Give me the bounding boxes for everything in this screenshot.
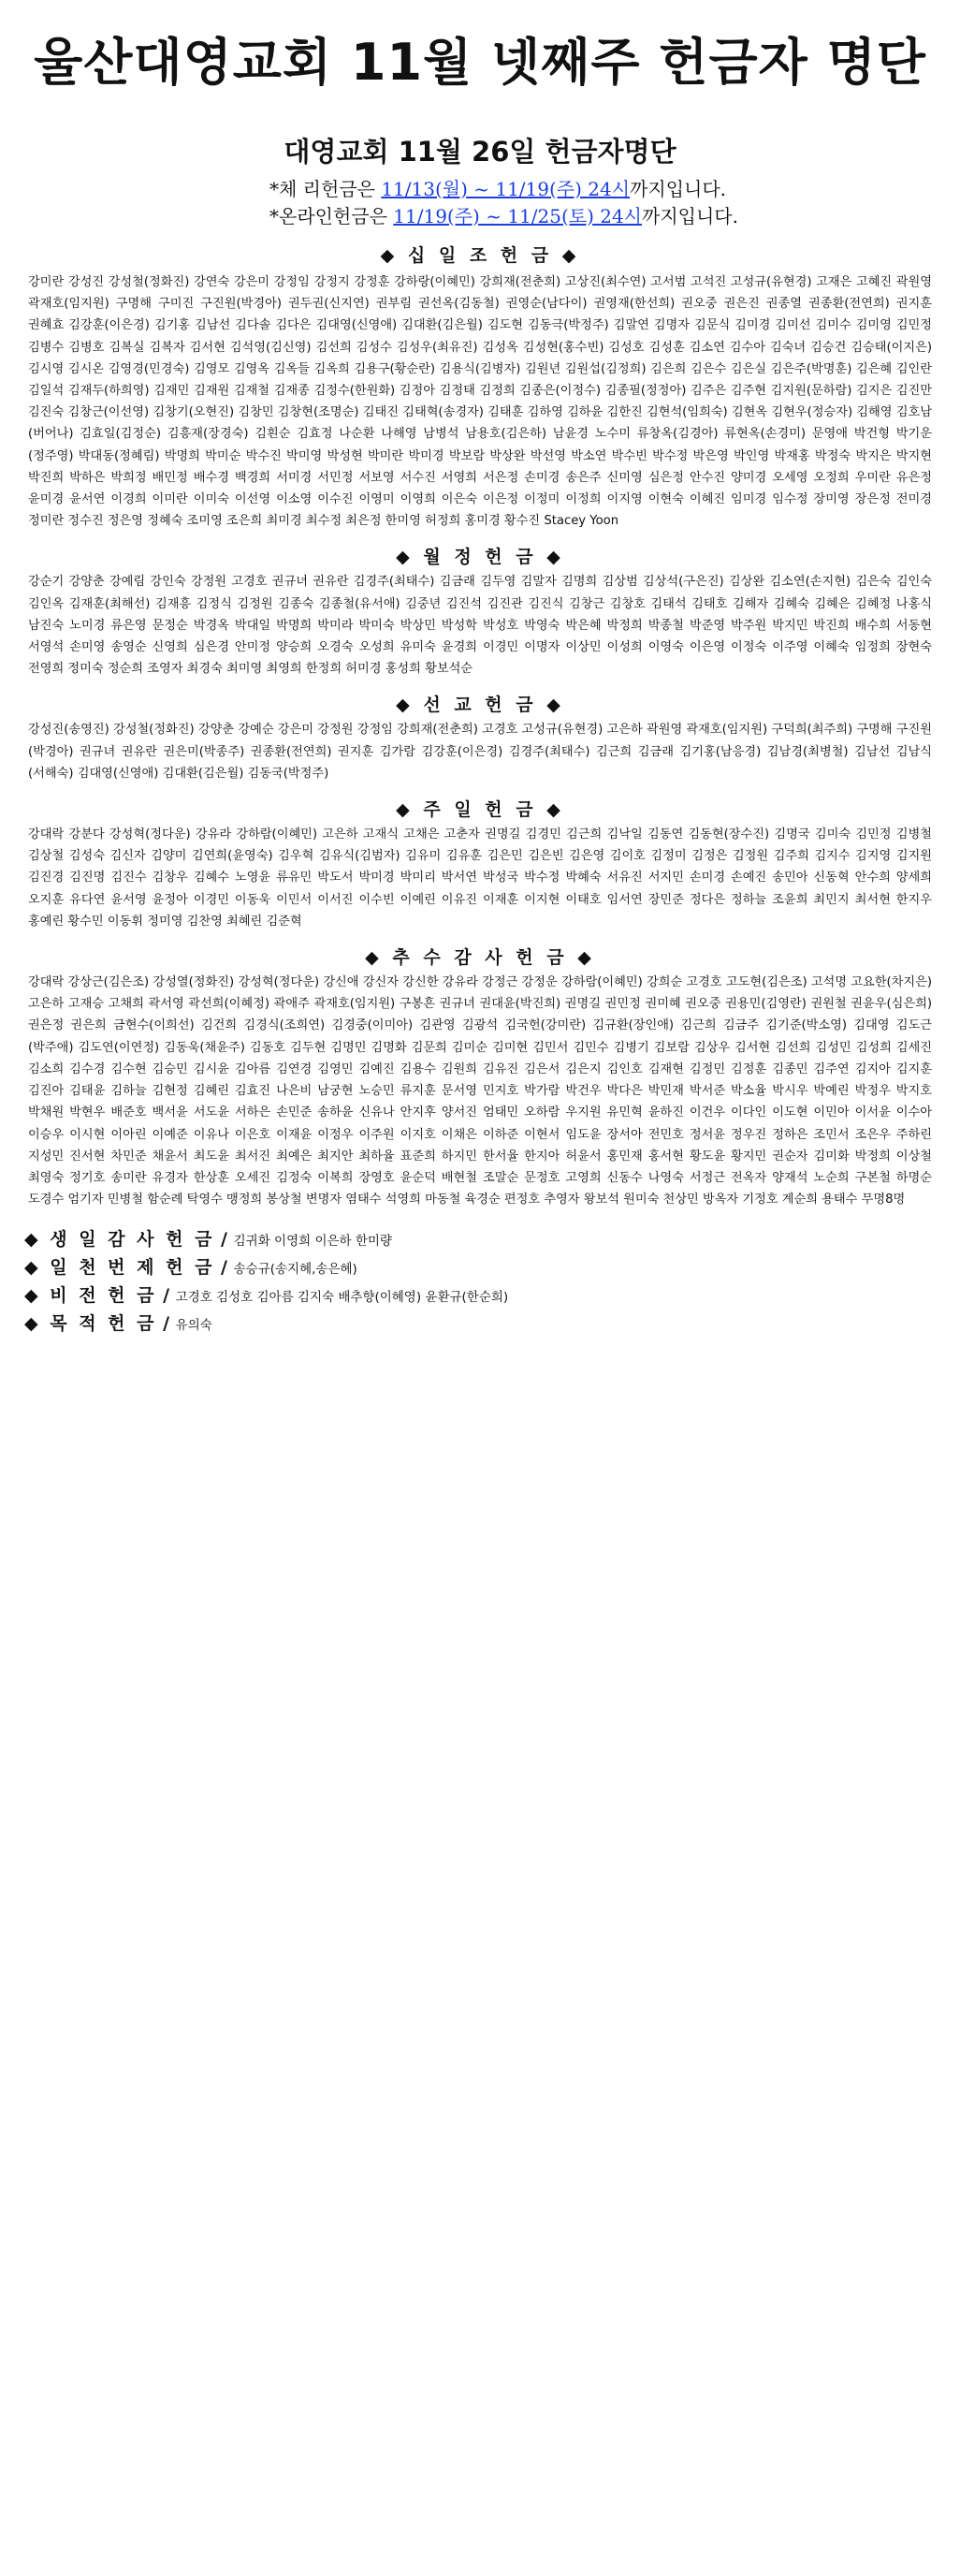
- monthly-section-header: ◆ 월 정 헌 금 ◆: [396, 547, 564, 568]
- purpose-offering-row: [24, 1310, 936, 1338]
- separator: /: [156, 1313, 176, 1335]
- offering-label: ◆ 목 적 헌 금: [24, 1313, 157, 1335]
- notice-online: [269, 203, 936, 230]
- notice-prefix: *온라인헌금은: [269, 205, 394, 227]
- thanksgiving-names: 강대락 강상근(김은조) 강성열(정화진) 강성혁(정다운) 강신애 강신자 강신한 강유라 강정근 강정운 강하람(이혜민) 강희순 고경호 고도현(김은조) 고석명 고요한(차지은) 고은하 고재승 고채희 곽서영 곽선희(이혜정) 곽애주 곽재호(임지원) 구봉흔 권규녀 권대윤(박진희) 권명길 권민정 권미혜 권오중 권용민(김영란) 권원철 권윤우(심은희) 권은정 권은희 금현수(이희선) 김건희 김경식(조희연) 김경중(이미아) 김관영 김광석 김국헌(강미란) 김규환(장인애) 김근희 김금주 김기준(박소영) 김대영 김도근(박주애) 김도연(이연정) 김동욱(채윤주) 김동호 김두현 김명민 김명화 김문희 김미순 김미현 김민서 김민수 김병기 김보람 김상우 김서현 김선희 김성민 김성희 김세진 김소희 김수경 김수현 김승민 김시윤 김아름 김연경 김영민 김예진 김용수 김원희 김유진 김은서 김은지 김인호 김재현 김정민 김정훈 김종민 김주연 김지아 김지훈 김진아 김태윤 김하늘 김현정 김혜린 김효진 나은비 남궁현 노승민 류지훈 문서영 민지호 박가람 박건우 박다은 박민재 박서준 박소율 박시우 박예린 박정우 박지호 박채원 박현우 배준호 백서윤 서도윤 서하은 손민준 송하윤 신유나 안지후 양서진 엄태민 오하람 우지원 유민혁 윤하진 이건우 이다인 이도현 이민아 이서윤 이수아 이승우 이시현 이아린 이예준 이유나 이은호 이재윤 이정우 이주원 이지호 이채은 이하준 이현서 임도윤 장서아 전민호 정서윤 정우진 정하은 조민서 조은우 주하린 지성민 진서현 차민준 채윤서 최도윤 최서진 최예은 최지안 최하율 표준희 하지민 한서율 한지아 허윤서 홍민재 홍서현 황도윤 황지민 권순자 김미화 박정희 이상철 최영숙 정기호 송미란 유경자 한상훈 오세진 김정숙 이복희 장영호 윤순덕 배현철 조말순 문정호 고영희 신동수 나영숙 서정근 전옥자 양재석 노순희 구본철 하명순 도경수 엄기자 민병철 함순례 탁영수 맹정희 봉상철 변명자 염태수 석영희 마동철 육경순 편정호 추영자 왕보석 원미숙 천상민 방옥자 기정호 계순희 용태수 무명8명: [28, 975, 932, 1208]
- separator: /: [214, 1257, 234, 1279]
- notice-suffix: 까지입니다.: [642, 205, 738, 227]
- notice-prefix: *체 리헌금은: [269, 178, 382, 200]
- separator: /: [156, 1285, 176, 1307]
- offering-label: ◆ 생 일 감 사 헌 금: [24, 1229, 215, 1251]
- sunday-names: 강대락 강분다 강성혁(정다운) 강유라 강하람(이혜민) 고은하 고재식 고채은 고춘자 권명길 김경민 김근희 김낙일 김동연 김동현(장수진) 김명국 김미숙 김민정 김병철 김상철 김성숙 김신자 김양미 김연희(윤영숙) 김우혁 김유식(김범자) 김유미 김유훈 김은민 김은빈 김은영 김이호 김정미 김정은 김정원 김주희 김지수 김지영 김지원 김진경 김진명 김진수 김창우 김혜수 노영윤 류유민 박도서 박미경 박미리 박서연 박성국 박수정 박혜숙 서유진 서지민 손미경 손예진 송민아 신동혁 안수희 양세희 오지훈 유다연 윤서영 윤정아 이경민 이동욱 이민서 이서진 이수빈 이예린 이유진 이재훈 이지현 이태호 임서연 장민준 정다은 정하늘 조윤희 최민지 최서현 한지우 홍예린 황수민 이동휘 정미영 김찬영 최혜린 김준혁: [28, 827, 932, 929]
- page-title: 울산대영교회 11월 넷째주 헌금자 명단: [34, 33, 926, 92]
- notice-suffix: 까지입니다.: [630, 178, 727, 200]
- notice-cherry: [269, 176, 936, 203]
- sunday-section-header: ◆ 주 일 헌 금 ◆: [396, 799, 564, 821]
- offering-names: 유의숙: [175, 1318, 212, 1334]
- monthly-names: 강순기 강양춘 강예림 강인숙 강정원 고경호 권규녀 권유란 김경주(최태수) 김금래 김두영 김말자 김명희 김상범 김상석(구은진) 김상완 김소연(손지현) 김은숙 김인숙 김인옥 김재훈(최해선) 김재흥 김정식 김정원 김종숙 김종철(유서애) 김중년 김진석 김진관 김진식 김창근 김창호 김태석 김태호 김해자 김혜숙 김혜은 김혜정 나홍식 남진숙 노미경 류은영 문정순 박경옥 박대일 박명희 박미라 박미숙 박상민 박성학 박성호 박영숙 박은혜 박정희 박종철 박준영 박주원 박지민 박진희 배수희 서동현 서영석 손미영 송영순 신영희 심은경 안미정 양승희 오경숙 오성희 유미숙 윤경희 이경민 이명자 이상민 이성희 이영숙 이은영 이정숙 이주영 이혜숙 임정희 장현숙 전영희 정미숙 정순희 조영자 최경숙 최미영 최영희 한정희 허미경 홍성희 황보석순: [28, 575, 932, 677]
- mission-names: 강성진(송영진) 강성철(정화진) 강양춘 강예순 강은미 강정원 강정임 강희재(전춘희) 고경호 고성규(유현경) 고은하 곽원영 곽재호(임지원) 구덕희(최주희) 구명해 구진원(박경아) 권규녀 권유란 권은미(박종주) 권종환(전연희) 권지훈 김가람 김강훈(이은경) 김경주(최태수) 김근희 김금래 김기홍(남응경) 김남경(최병철) 김남선 김남식(서해숙) 김대영(신영애) 김대환(김은월) 김동국(박정주): [28, 723, 932, 781]
- mission-section-header: ◆ 선 교 헌 금 ◆: [396, 695, 564, 716]
- tithe-names: 강미란 강성진 강성철(정화진) 강연숙 강은미 강정임 강정지 강정훈 강하랑(이혜민) 강희재(전춘희) 고상진(최수연) 고서범 고석진 고성규(유현경) 고재은 고혜진 곽원영 곽재호(임지원) 구명해 구미진 구진원(박경아) 권두권(신지연) 권부림 권선옥(김동철) 권영순(남다이) 권영재(한선희) 권오중 권은진 권종열 권종환(전연희) 권지훈 권혜효 김강훈(이은경) 김기홍 김남선 김다솔 김다은 김대영(신영애) 김대환(김은월) 김도현 김동극(박정주) 김말연 김명자 김문식 김미경 김미선 김미수 김미영 김민정 김병수 김병호 김복실 김복자 김서현 김석영(김신영) 김선희 김성수 김성우(최유진) 김성옥 김성현(홍수빈) 김성호 김성훈 김소연 김수아 김숙녀 김승건 김승태(이지은) 김시영 김시온 김영경(민경숙) 김영모 김영옥 김옥들 김옥희 김용구(황순란) 김용식(김병자) 김원년 김원섭(김정희) 김은희 김은수 김은실 김은주(박명훈) 김은혜 김인란 김일석 김재두(하희영) 김재민 김재원 김재철 김재종 김정수(한원화) 김정아 김정태 김정희 김종은(이정수) 김종필(정정아) 김주은 김주현 김지원(문하람) 김지은 김진만 김진숙 김창근(이선영) 김창기(오현진) 김창민 김창현(조명순) 김태진 김태혁(송경자) 김태훈 김하영 김하윤 김한진 김현석(임희숙) 김현옥 김현우(정승자) 김해영 김호남(버어나) 김효일(김정순) 김흥재(장경숙) 김흰순 김효정 나순환 나해영 남병석 남용호(김은하) 남윤경 노수미 류창옥(김경아) 류현옥(손경미) 문영애 박건형 박기운(정주영) 박대동(정혜림) 박명희 박미순 박수진 박미영 박성현 박미란 박미경 박보람 박상완 박선영 박소연 박수빈 박수정 박은영 박인영 박재홍 박정숙 박지은 박지현 박진희 박하은 박희정 배민정 배수경 백경희 서미경 서민정 서보영 서수진 서영희 서은정 손미경 송은주 신미영 심은정 안수진 양미경 오세영 오정희 우미란 유은정 윤미경 윤서연 이경희 이미란 이미숙 이선영 이소영 이수진 이영미 이영희 이은숙 이은정 이정미 이정희 이지영 이현숙 이혜진 임미경 임수정 장미영 장은정 전미경 정미란 정수진 정은영 정혜숙 조미영 조은희 최미경 최수정 최은정 한미영 허정희 홍미경 황수진 Stacey Yoon: [28, 275, 932, 529]
- offering-names: 김귀화 이영희 이은하 한미량: [233, 1234, 392, 1250]
- notice-period-link[interactable]: 11/13(월) ~ 11/19(주) 24시: [381, 178, 631, 200]
- thousand-offering-row: [24, 1253, 936, 1281]
- offering-names: 고경호 김성호 김아름 김지숙 배추향(이혜영) 윤환규(한순희): [175, 1290, 509, 1306]
- page-subtitle: 대영교회 11월 26일 헌금자명단: [284, 136, 676, 168]
- thanksgiving-section-header: ◆ 추 수 감 사 헌 금 ◆: [365, 947, 595, 969]
- tithe-section-header: ◆ 십 일 조 헌 금 ◆: [380, 245, 580, 266]
- notice-block: [24, 176, 936, 230]
- offering-label: ◆ 일 천 번 제 헌 금: [24, 1257, 215, 1279]
- notice-period-link[interactable]: 11/19(주) ~ 11/25(토) 24시: [393, 205, 643, 227]
- offering-names: 송승규(송지혜,송은혜): [233, 1262, 357, 1278]
- vision-offering-row: [24, 1281, 936, 1310]
- other-offerings: [24, 1225, 936, 1338]
- birthday-offering-row: [24, 1225, 936, 1253]
- offering-label: ◆ 비 전 헌 금: [24, 1285, 157, 1307]
- separator: /: [214, 1229, 234, 1251]
